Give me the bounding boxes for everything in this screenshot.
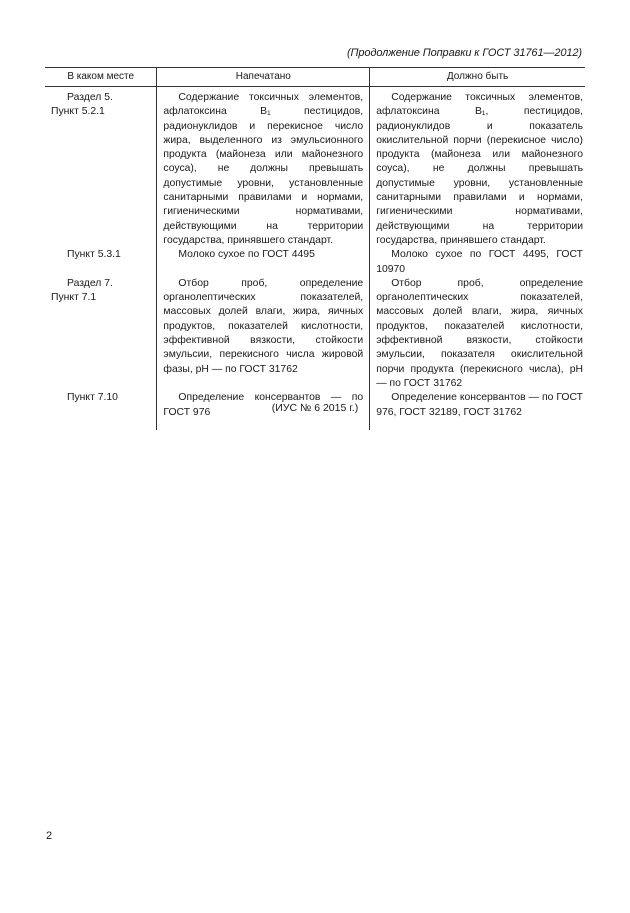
should-be-text: Молоко сухое по ГОСТ 4495, ГОСТ 10970 xyxy=(376,249,583,275)
printed-text: Содержание токсичных элементов, афлатоксина B₁ пестицидов, радионуклидов и перекисное число жира, выделенного из эмульсионного продукта (майонеза или майонезного соуса), не должны превышать допустимые уровни, установленные санитарными правилами и нормами, гигиеническими нормативами, действующими на территории государства, принявшего стандарт. xyxy=(163,92,364,246)
place-cell xyxy=(45,277,157,391)
should-be-cell xyxy=(370,248,585,277)
place-item: Пункт 7.1 xyxy=(51,292,97,304)
column-header-place: В каком месте xyxy=(45,68,157,87)
place-cell xyxy=(45,248,157,277)
should-be-cell xyxy=(370,87,585,249)
printed-cell xyxy=(157,277,370,391)
printed-text: Определение консервантов — по ГОСТ 976 xyxy=(163,392,364,418)
printed-text: Отбор проб, определение органолептических показателей, массовых долей влаги, жира, яичных продуктов, показателей кислотности, эффективной вязкости, стойкости эмульсии, перекисного числа жировой фазы, pH — по ГОСТ 31762 xyxy=(163,277,364,375)
should-be-cell xyxy=(370,277,585,391)
printed-cell xyxy=(157,87,370,249)
place-section: Раздел 7. xyxy=(67,277,113,289)
continuation-note: (Продолжение Поправки к ГОСТ 31761—2012) xyxy=(346,47,582,59)
table-row xyxy=(45,87,585,249)
ius-reference: (ИУС № 6 2015 г.) xyxy=(271,402,359,414)
table-row xyxy=(45,248,585,277)
place-cell xyxy=(45,87,157,249)
printed-text: Молоко сухое по ГОСТ 4495 xyxy=(178,249,315,261)
column-header-should-be: Должно быть xyxy=(370,68,585,87)
place-item: Пункт 7.10 xyxy=(67,392,118,404)
page-number: 2 xyxy=(46,830,53,842)
table-header-row xyxy=(45,68,585,87)
place-item: Пункт 5.2.1 xyxy=(51,106,105,118)
corrections-table xyxy=(45,67,585,430)
column-header-printed: Напечатано xyxy=(157,68,370,87)
should-be-text: Содержание токсичных элементов, афлатоксина B₁, пестицидов, радионуклидов и показатель окислительной порчи (перекисное число) продукта (майонеза или майонезного соуса), не должны превышать допустимые уровни, установленные санитарными правилами и нормами, гигиеническими нормативами, действующими на территории государства, принявшего стандарт. xyxy=(376,92,583,246)
place-section: Раздел 5. xyxy=(67,92,113,103)
table-row xyxy=(45,277,585,391)
should-be-text: Отбор проб, определение органолептических показателей, массовых долей влаги, жира, яичных продуктов, показателей кислотности, эффективной вязкости, стойкости эмульсии, показателя окислительной порчи продукта (перекисного числа), pH — по ГОСТ 31762 xyxy=(376,277,583,389)
place-item: Пункт 5.3.1 xyxy=(67,249,121,261)
should-be-text: Определение консервантов — по ГОСТ 976, ГОСТ 32189, ГОСТ 31762 xyxy=(376,392,583,418)
printed-cell xyxy=(157,248,370,277)
